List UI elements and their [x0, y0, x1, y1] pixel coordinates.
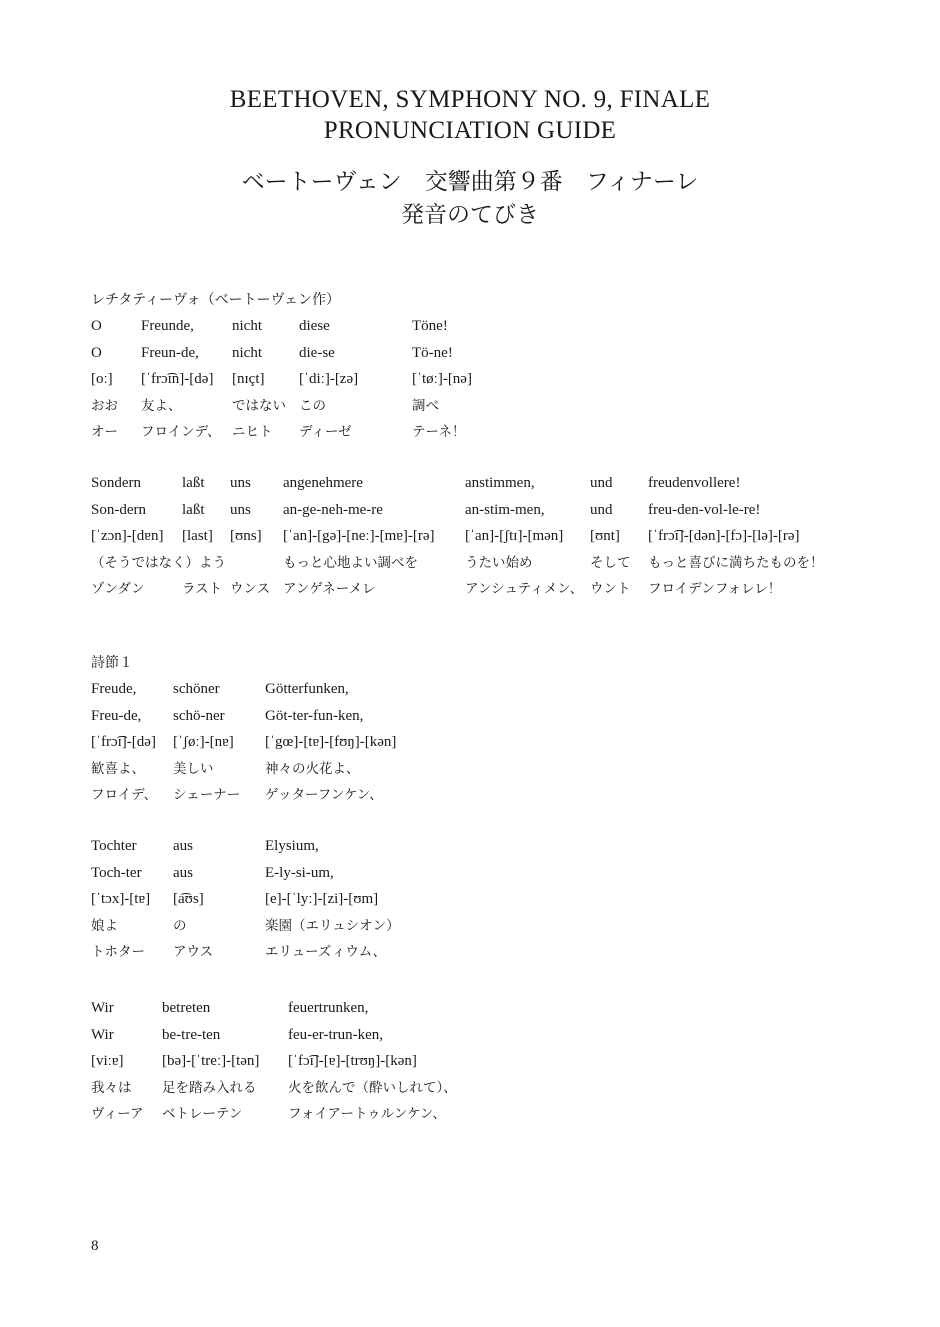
lyric-syllables-cell: und	[590, 501, 613, 518]
lyric-meaning-cell: おお	[91, 397, 118, 414]
lyric-syllables-cell: feu-er-trun-ken,	[288, 1026, 384, 1043]
lyric-ipa-cell: [ˈan]-[gə]-[neː]-[mɐ]-[rə]	[283, 528, 435, 545]
lyric-text-cell: schöner	[173, 681, 220, 697]
lyric-katakana-cell: フロイデンフォレレ！	[648, 581, 782, 598]
japanese-title-line-2: 発音のてびき	[401, 202, 539, 228]
lyric-meaning-cell: 歓喜よ、	[91, 760, 145, 777]
lyric-syllables-cell: aus	[173, 864, 193, 881]
lyric-text-cell: uns	[230, 475, 251, 491]
lyric-syllables-cell: schö-ner	[173, 707, 225, 724]
title-line-1: BEETHOVEN, SYMPHONY NO. 9, FINALE	[229, 86, 711, 113]
lyric-syllables-cell: Göt-ter-fun-ken,	[265, 707, 364, 724]
lyric-ipa-cell: [ˈfrɔ͡ɪ]-[dən]-[fɔ]-[lə]-[rə]	[648, 528, 800, 545]
lyric-meaning-cell: ではない	[232, 397, 286, 414]
lyric-ipa-cell: [nɪçt]	[232, 371, 265, 388]
lyric-text-cell: Wir	[91, 1000, 114, 1016]
section-heading: 詩節１	[91, 655, 133, 671]
lyric-katakana-cell: トホター	[91, 944, 145, 961]
lyric-katakana-cell: フォイアートゥルンケン、	[288, 1106, 446, 1123]
lyric-katakana-cell: ゾンダン	[91, 581, 145, 598]
lyric-katakana-cell: ゲッターフンケン、	[265, 787, 383, 804]
lyric-syllables-cell: Freun-de,	[141, 344, 199, 361]
page-number: 8	[91, 1238, 99, 1254]
lyric-ipa-cell: [ˈgœ]-[tɐ]-[fʊŋ]-[kən]	[265, 734, 397, 751]
lyric-text-cell: Freunde,	[141, 318, 194, 334]
lyric-text-cell: nicht	[232, 318, 262, 334]
lyric-ipa-cell: [ˈfrɔ͡ɪ]-[də]	[91, 734, 156, 751]
lyric-meaning-cell: 娘よ	[91, 917, 118, 934]
lyric-katakana-cell: フロインデ、	[141, 424, 221, 441]
lyric-ipa-cell: [viːɐ]	[91, 1053, 124, 1070]
lyric-katakana-cell: ラスト	[182, 581, 223, 598]
lyric-ipa-cell: [e]-[ˈlyː]-[zi]-[ʊm]	[265, 891, 379, 908]
lyric-katakana-cell: ベトレーテン	[162, 1106, 243, 1123]
lyric-syllables-cell: be-tre-ten	[162, 1026, 221, 1043]
lyric-meaning-cell: の	[173, 917, 187, 934]
lyric-syllables-cell: laßt	[182, 501, 205, 518]
lyric-text-cell: angenehmere	[283, 475, 363, 491]
lyric-syllables-cell: an-stim-men,	[465, 501, 545, 518]
lyric-text-cell: Sondern	[91, 475, 141, 491]
lyric-syllables-cell: Son-dern	[91, 501, 146, 518]
lyric-ipa-cell: [ˈʃøː]-[nɐ]	[173, 734, 234, 751]
lyric-text-cell: Töne!	[412, 318, 448, 334]
lyric-ipa-cell: [ˈzɔn]-[dɐn]	[91, 528, 164, 545]
lyric-ipa-cell: [ʊnt]	[590, 528, 620, 545]
lyric-text-cell: laßt	[182, 475, 205, 491]
lyric-syllables-cell: nicht	[232, 344, 262, 361]
lyric-katakana-cell: アンゲネーメレ	[283, 581, 376, 598]
japanese-title-line-1: ベートーヴェン 交響曲第９番 フィナーレ	[241, 169, 699, 195]
lyric-text-cell: betreten	[162, 1000, 211, 1016]
lyric-syllables-cell: uns	[230, 501, 251, 518]
lyric-meaning-cell: そして	[590, 554, 631, 571]
section-heading: レチタティーヴォ（ベートーヴェン作）	[91, 292, 341, 308]
lyric-katakana-cell: ディーゼ	[299, 424, 352, 441]
lyric-text-cell: Elysium,	[265, 838, 319, 854]
lyric-syllables-cell: an-ge-neh-me-re	[283, 501, 383, 518]
lyric-katakana-cell: エリューズィウム、	[265, 944, 387, 961]
lyric-meaning-cell: 友よ、	[141, 397, 182, 414]
lyric-meaning-cell: もっと喜びに満ちたものを！	[648, 554, 824, 571]
lyric-meaning-cell: 調べ	[412, 397, 439, 414]
lyric-meaning-cell: 足を踏み入れる	[162, 1079, 257, 1096]
lyric-text-cell: und	[590, 475, 613, 491]
lyric-katakana-cell: アウス	[173, 944, 214, 961]
lyric-meaning-cell: うたい始め	[465, 554, 533, 571]
lyric-katakana-cell: ウンス	[230, 581, 271, 598]
lyric-meaning-cell: 我々は	[91, 1079, 132, 1096]
lyric-meaning-cell: もっと心地よい調べを	[283, 554, 418, 571]
lyric-ipa-cell: [bə]-[ˈtreː]-[tən]	[162, 1053, 260, 1070]
lyric-katakana-cell: ニヒト	[232, 424, 273, 441]
lyric-ipa-cell: [ˈdiː]-[zə]	[299, 371, 359, 388]
lyric-ipa-cell: [a͡ʊs]	[173, 891, 204, 908]
lyric-text-cell: Götterfunken,	[265, 681, 349, 697]
title-line-2: PRONUNCIATION GUIDE	[323, 117, 617, 144]
lyric-ipa-cell: [ˈfɔ͡ɪ]-[ɐ]-[trʊŋ]-[kən]	[288, 1053, 417, 1070]
lyric-katakana-cell: アンシュティメン、	[465, 581, 584, 598]
lyric-katakana-cell: ヴィーア	[91, 1106, 144, 1123]
lyric-syllables-cell: die-se	[299, 344, 335, 361]
lyric-meaning-cell: （そうではなく）よう	[91, 554, 226, 571]
lyric-text-cell: Freude,	[91, 681, 137, 697]
lyric-syllables-cell: freu-den-vol-le-re!	[648, 501, 761, 518]
lyric-katakana-cell: フロイデ、	[91, 787, 158, 804]
lyric-meaning-cell: 火を飲んで（酔いしれて）、	[288, 1079, 457, 1096]
lyric-text-cell: feuertrunken,	[288, 1000, 369, 1016]
lyric-ipa-cell: [ˈtɔx]-[tɐ]	[91, 891, 151, 908]
lyric-text-cell: Tochter	[91, 838, 137, 854]
lyric-syllables-cell: Toch-ter	[91, 864, 142, 881]
lyric-text-cell: O	[91, 318, 102, 334]
lyric-meaning-cell: 楽園（エリュシオン）	[265, 917, 400, 934]
lyric-text-cell: freudenvollere!	[648, 475, 741, 491]
lyric-ipa-cell: [ˈan]-[ʃtɪ]-[mən]	[465, 528, 564, 545]
lyric-syllables-cell: O	[91, 344, 102, 361]
lyric-text-cell: aus	[173, 838, 193, 854]
lyric-katakana-cell: オー	[91, 424, 118, 441]
lyric-meaning-cell: この	[299, 397, 326, 414]
lyric-katakana-cell: シェーナー	[173, 787, 241, 804]
lyric-meaning-cell: 美しい	[173, 760, 214, 777]
lyric-syllables-cell: E-ly-si-um,	[265, 864, 334, 881]
lyric-syllables-cell: Tö-ne!	[412, 344, 453, 361]
lyric-ipa-cell: [ˈfrɔ͡ɪn]-[də]	[141, 371, 214, 388]
lyric-text-cell: diese	[299, 318, 330, 334]
lyric-ipa-cell: [oː]	[91, 371, 113, 388]
lyric-meaning-cell: 神々の火花よ、	[265, 760, 360, 777]
lyric-ipa-cell: [last]	[182, 528, 213, 545]
lyric-syllables-cell: Freu-de,	[91, 707, 142, 724]
lyric-katakana-cell: テーネ！	[412, 424, 466, 441]
lyric-text-cell: anstimmen,	[465, 475, 535, 491]
lyric-katakana-cell: ウント	[590, 581, 631, 598]
lyric-syllables-cell: Wir	[91, 1026, 114, 1043]
lyric-ipa-cell: [ˈtøː]-[nə]	[412, 371, 472, 388]
lyric-ipa-cell: [ʊns]	[230, 528, 262, 545]
